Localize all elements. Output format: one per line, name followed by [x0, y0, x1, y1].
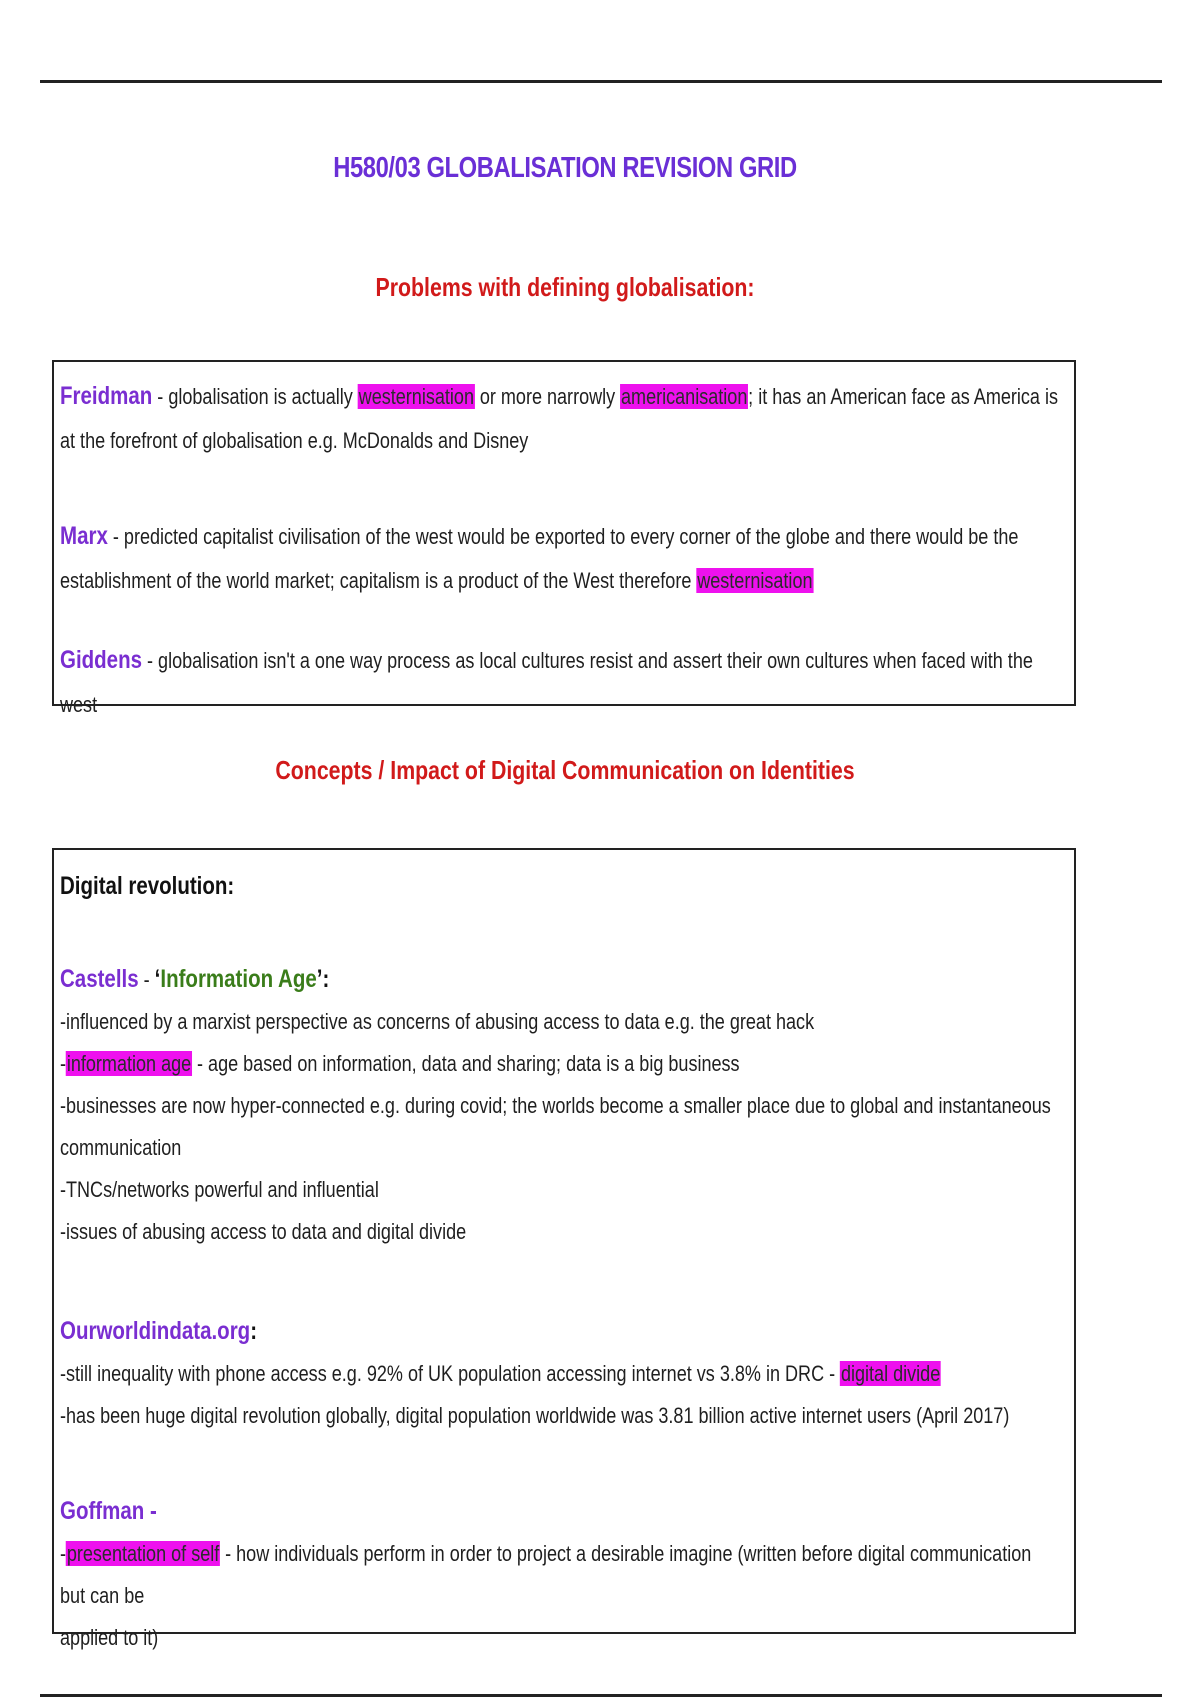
- highlight-westernisation: westernisation: [697, 568, 813, 593]
- source-name: Ourworldindata.org: [60, 1317, 251, 1345]
- list-item: communication: [60, 1135, 182, 1160]
- problems-box: [52, 360, 1076, 717]
- section-heading-problems: Problems with defining globalisation:: [375, 272, 755, 302]
- bottom-rule: [40, 1694, 1162, 1697]
- highlight-presentation-of-self: presentation of self: [66, 1541, 220, 1566]
- highlight-westernisation: westernisation: [358, 384, 474, 409]
- ourworldindata-entry: Ourworldindata.org: -still inequality with phone access e.g. 92% of UK population accessing internet vs 3.8% in DRC - digital divide -has been huge digital revolution globally, digital population worldwide was 3.81 billion active internet users (April 2017): [60, 1310, 1060, 1437]
- castells-heading: Castells - ‘Information Age’:: [60, 965, 330, 993]
- digital-revolution-heading: Digital revolution:: [60, 872, 235, 900]
- freidman-entry: Freidman - globalisation is actually westernisation or more narrowly americanisation; it has an American face as America is at the forefront of globalisation e.g. McDonalds and Disney: [60, 382, 1059, 453]
- list-item: -issues of abusing access to data and digital divide: [60, 1219, 467, 1244]
- author-name: Giddens: [60, 646, 143, 674]
- giddens-entry: Giddens - globalisation isn't a one way process as local cultures resist and assert their own cultures when faced with the west: [60, 646, 1033, 717]
- goffman-entry: [60, 1490, 1060, 1659]
- author-name: Freidman: [60, 382, 153, 410]
- top-rule: [40, 80, 1162, 83]
- list-item: applied to it): [60, 1625, 159, 1650]
- list-item: -TNCs/networks powerful and influential: [60, 1177, 379, 1202]
- highlight-information-age: information age: [66, 1051, 192, 1076]
- section-heading-concepts: Concepts / Impact of Digital Communication on Identities: [275, 755, 855, 785]
- list-item: -businesses are now hyper-connected e.g. during covid; the worlds become a smaller place due to global and instantaneous: [60, 1093, 1051, 1118]
- highlight-digital-divide: digital divide: [840, 1361, 941, 1386]
- concept-information-age: Information Age: [160, 965, 317, 993]
- author-name: Castells: [60, 965, 139, 993]
- castells-entry: [60, 958, 1060, 1253]
- document-title: H580/03 GLOBALISATION REVISION GRID: [333, 152, 797, 184]
- list-item: -still inequality with phone access e.g. 92% of UK population accessing internet vs 3.8% in DRC - digital divide: [60, 1361, 941, 1386]
- marx-entry: Marx - predicted capitalist civilisation of the west would be exported to every corner of the globe and there would be the establishment of the world market; capitalism is a product of the West therefore westernisation: [60, 522, 1019, 593]
- list-item: -influenced by a marxist perspective as concerns of abusing access to data e.g. the great hack: [60, 1009, 815, 1034]
- author-name: Marx: [60, 522, 108, 550]
- author-name: Goffman -: [60, 1497, 157, 1525]
- list-item: -has been huge digital revolution globally, digital population worldwide was 3.81 billion active internet users (April 2017): [60, 1403, 1010, 1428]
- list-item: -presentation of self - how individuals perform in order to project a desirable imagine (written before digital communication but can be: [60, 1541, 1032, 1608]
- list-item: -information age - age based on information, data and sharing; data is a big business: [60, 1051, 740, 1076]
- highlight-americanisation: americanisation: [621, 384, 748, 409]
- concepts-box: [52, 848, 1076, 1650]
